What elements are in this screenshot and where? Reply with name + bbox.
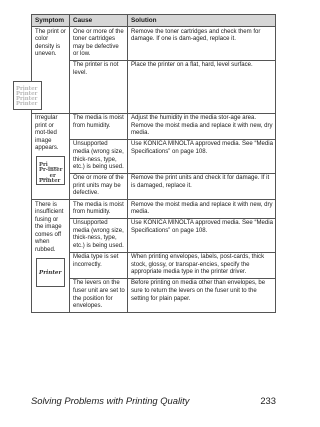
table-row <box>32 200 276 219</box>
footer-title: Solving Problems with Printing Quality <box>31 395 190 406</box>
page-number: 233 <box>260 395 276 406</box>
cause-cell: Media type is set incorrectly. <box>70 252 128 278</box>
mottled-print-sample-image <box>36 156 65 185</box>
sample-text-line: Printer <box>16 96 38 103</box>
header-symptom: Symptom <box>32 15 70 27</box>
table-header-row <box>32 15 276 27</box>
cause-cell: The media is moist from humidity. <box>70 113 128 139</box>
symptom-cell-mottled <box>32 113 70 199</box>
sample-text-line: Printer <box>16 101 38 108</box>
solution-cell: Use KONICA MINOLTA approved media. See “Media Specifications” on page 108. <box>128 139 276 173</box>
sample-text-line: Pri____ <box>39 162 59 169</box>
smeared-print-sample-image <box>36 258 65 287</box>
table-row <box>32 113 276 139</box>
sample-text-line: Printer <box>39 178 61 185</box>
troubleshooting-table <box>16 14 276 313</box>
solution-cell: Before printing on media other than envelopes, be sure to return the levers on the fuser unit to the setting for plain paper. <box>128 278 276 312</box>
cause-cell: Unsupported media (wrong size, thick-ness, type, etc.) is being used. <box>70 218 128 252</box>
solution-cell: Remove the moist media and replace it with new, dry media. <box>128 200 276 219</box>
header-solution: Solution <box>128 15 276 27</box>
sample-text-line: Printer <box>16 90 38 97</box>
sample-text-line: Printer <box>39 269 62 276</box>
solution-cell: Use KONICA MINOLTA approved media. See “Media Specifications” on page 108. <box>128 218 276 252</box>
symptom-cell-fusing <box>32 200 70 313</box>
cause-cell: The media is moist from humidity. <box>70 200 128 219</box>
cause-cell: One or more of the toner cartridges may be defective or low. <box>70 27 128 61</box>
faint-print-sample-image <box>13 81 42 110</box>
solution-cell: Remove the print units and check it for damage. If it is damaged, replace it. <box>128 173 276 199</box>
solution-cell: Place the printer on a flat, hard, level surface. <box>128 60 276 113</box>
cause-cell: One or more of the print units may be defective. <box>70 173 128 199</box>
symptom-text: Irregular print or mot-tled image appears. <box>35 115 59 152</box>
sample-text-line: Printer <box>16 85 38 92</box>
solution-cell: When printing envelopes, labels, post-cards, thick stock, glossy, or transpar-encies, specify the appropriate media type in the printer driver. <box>128 252 276 278</box>
sample-text-line: Pr‑inter <box>39 167 63 174</box>
table-row <box>32 27 276 61</box>
cause-cell: Unsupported media (wrong size, thick-ness, type, etc.) is being used. <box>70 139 128 173</box>
solution-cell: Adjust the humidity in the media stor-age area. Remove the moist media and replace it with new, dry media. <box>128 113 276 139</box>
cause-cell: The levers on the fuser unit are set to the position for envelopes. <box>70 278 128 312</box>
cause-text: The printer is not level. <box>73 62 119 76</box>
symptom-text: There is insufficient fusing or the image comes off when rubbed. <box>35 201 64 254</box>
cause-cell <box>16 60 128 113</box>
header-cause: Cause <box>70 15 128 27</box>
page-footer <box>31 395 276 406</box>
symptom-text: The print or color density is uneven. <box>35 28 66 58</box>
solution-cell: Remove the toner cartridges and check them for damage. If one is dam-aged, replace it. <box>128 27 276 61</box>
sample-text-line: ____er <box>39 172 56 179</box>
